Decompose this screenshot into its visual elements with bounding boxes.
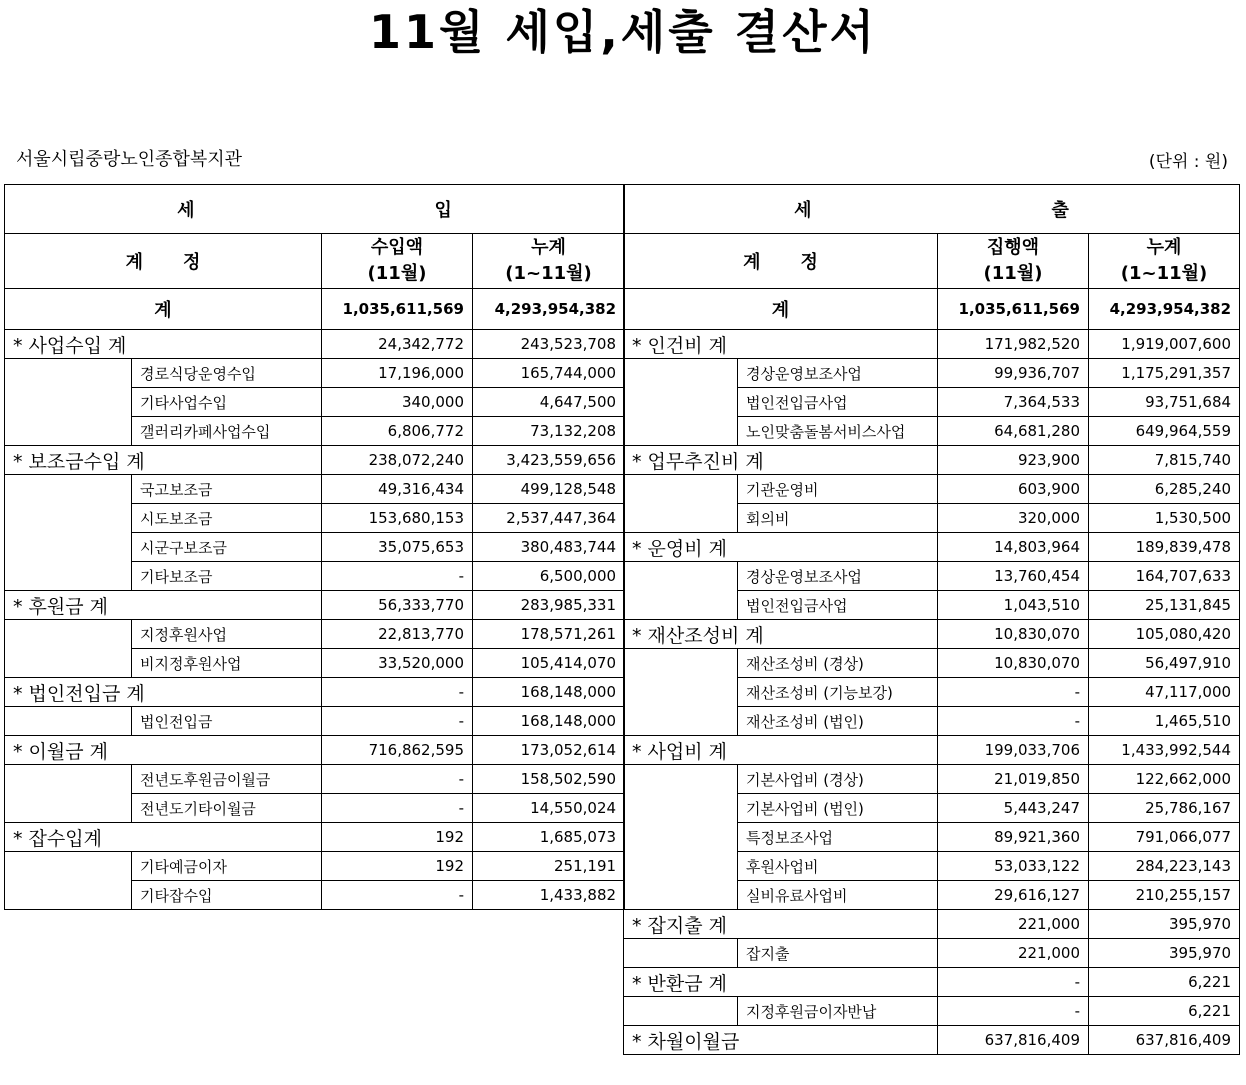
indent-cell bbox=[624, 475, 738, 504]
cumulative-column-header bbox=[1089, 234, 1240, 289]
group-row bbox=[624, 330, 1240, 359]
indent-cell bbox=[5, 852, 132, 881]
item-row bbox=[624, 852, 1240, 881]
item-month-value: 5,443,247 bbox=[938, 794, 1089, 823]
indent-cell bbox=[624, 765, 738, 794]
item-label: 기본사업비 (경상) bbox=[738, 765, 938, 794]
group-cumulative-value: 1,919,007,600 bbox=[1089, 330, 1240, 359]
group-month-value: - bbox=[322, 678, 473, 707]
item-row bbox=[624, 504, 1240, 533]
item-row bbox=[624, 707, 1240, 736]
item-month-value: 21,019,850 bbox=[938, 765, 1089, 794]
item-month-value: 153,680,153 bbox=[322, 504, 473, 533]
item-label: 기타잡수입 bbox=[132, 881, 322, 910]
group-cumulative-value: 637,816,409 bbox=[1089, 1026, 1240, 1055]
section-header bbox=[624, 185, 1240, 234]
indent-cell bbox=[5, 649, 132, 678]
group-label: * 법인전입금 계 bbox=[5, 678, 322, 707]
group-month-value: 56,333,770 bbox=[322, 591, 473, 620]
group-row bbox=[5, 823, 625, 852]
item-month-value: 53,033,122 bbox=[938, 852, 1089, 881]
item-row bbox=[5, 504, 625, 533]
item-row bbox=[5, 620, 625, 649]
item-row bbox=[5, 794, 625, 823]
group-cumulative-value: 168,148,000 bbox=[473, 678, 625, 707]
item-cumulative-value: 25,786,167 bbox=[1089, 794, 1240, 823]
item-cumulative-value: 1,433,882 bbox=[473, 881, 625, 910]
item-row bbox=[624, 591, 1240, 620]
item-row bbox=[624, 881, 1240, 910]
expense-table bbox=[623, 184, 1240, 1055]
item-cumulative-value: 73,132,208 bbox=[473, 417, 625, 446]
group-label: * 사업비 계 bbox=[624, 736, 938, 765]
group-month-value: 221,000 bbox=[938, 910, 1089, 939]
section-header-left: 세 bbox=[177, 200, 195, 221]
column-header-line: (11월) bbox=[367, 263, 427, 284]
item-row bbox=[5, 649, 625, 678]
indent-cell bbox=[5, 562, 132, 591]
item-row bbox=[624, 794, 1240, 823]
account-header-part: 계 bbox=[743, 252, 761, 273]
item-cumulative-value: 6,500,000 bbox=[473, 562, 625, 591]
group-cumulative-value: 283,985,331 bbox=[473, 591, 625, 620]
account-header-part: 계 bbox=[125, 252, 143, 273]
section-header-right: 입 bbox=[434, 200, 452, 221]
account-header-part: 정 bbox=[183, 252, 201, 273]
organization-name: 서울시립중랑노인종합복지관 bbox=[16, 149, 243, 170]
group-month-value: 923,900 bbox=[938, 446, 1089, 475]
group-month-value: 24,342,772 bbox=[322, 330, 473, 359]
item-month-value: - bbox=[938, 678, 1089, 707]
indent-cell bbox=[5, 388, 132, 417]
item-label: 지정후원사업 bbox=[132, 620, 322, 649]
item-month-value: 49,316,434 bbox=[322, 475, 473, 504]
group-label: * 후원금 계 bbox=[5, 591, 322, 620]
group-row bbox=[624, 620, 1240, 649]
item-row bbox=[624, 765, 1240, 794]
item-label: 법인전입금 bbox=[132, 707, 322, 736]
item-row bbox=[624, 562, 1240, 591]
item-row bbox=[624, 359, 1240, 388]
item-row bbox=[624, 939, 1240, 968]
group-label: * 이월금 계 bbox=[5, 736, 322, 765]
indent-cell bbox=[624, 852, 738, 881]
group-row bbox=[624, 1026, 1240, 1055]
item-month-value: 89,921,360 bbox=[938, 823, 1089, 852]
group-row bbox=[624, 736, 1240, 765]
item-month-value: 1,043,510 bbox=[938, 591, 1089, 620]
group-cumulative-value: 243,523,708 bbox=[473, 330, 625, 359]
indent-cell bbox=[5, 765, 132, 794]
indent-cell bbox=[5, 475, 132, 504]
item-label: 실비유료사업비 bbox=[738, 881, 938, 910]
item-label: 비지정후원사업 bbox=[132, 649, 322, 678]
item-month-value: 221,000 bbox=[938, 939, 1089, 968]
group-month-value: 199,033,706 bbox=[938, 736, 1089, 765]
item-cumulative-value: 649,964,559 bbox=[1089, 417, 1240, 446]
item-month-value: 6,806,772 bbox=[322, 417, 473, 446]
group-month-value: 14,803,964 bbox=[938, 533, 1089, 562]
item-label: 법인전입금사업 bbox=[738, 388, 938, 417]
group-row bbox=[5, 591, 625, 620]
group-cumulative-value: 1,433,992,544 bbox=[1089, 736, 1240, 765]
group-row bbox=[624, 968, 1240, 997]
item-label: 전년도기타이월금 bbox=[132, 794, 322, 823]
item-row bbox=[624, 475, 1240, 504]
item-cumulative-value: 158,502,590 bbox=[473, 765, 625, 794]
group-cumulative-value: 1,685,073 bbox=[473, 823, 625, 852]
group-cumulative-value: 105,080,420 bbox=[1089, 620, 1240, 649]
item-label: 재산조성비 (법인) bbox=[738, 707, 938, 736]
column-header-line: 누계 bbox=[1146, 237, 1182, 258]
item-cumulative-value: 210,255,157 bbox=[1089, 881, 1240, 910]
item-cumulative-value: 25,131,845 bbox=[1089, 591, 1240, 620]
item-row bbox=[5, 475, 625, 504]
group-label: * 잡지출 계 bbox=[624, 910, 938, 939]
cumulative-column-header bbox=[473, 234, 625, 289]
section-header-left: 세 bbox=[794, 200, 812, 221]
item-row bbox=[5, 765, 625, 794]
item-row bbox=[5, 707, 625, 736]
item-month-value: - bbox=[322, 562, 473, 591]
item-label: 국고보조금 bbox=[132, 475, 322, 504]
indent-cell bbox=[5, 794, 132, 823]
section-header-row bbox=[624, 185, 1240, 234]
item-month-value: 13,760,454 bbox=[938, 562, 1089, 591]
item-label: 경상운영보조사업 bbox=[738, 562, 938, 591]
group-month-value: 716,862,595 bbox=[322, 736, 473, 765]
group-cumulative-value: 189,839,478 bbox=[1089, 533, 1240, 562]
item-month-value: - bbox=[322, 765, 473, 794]
item-cumulative-value: 165,744,000 bbox=[473, 359, 625, 388]
item-label: 경로식당운영수입 bbox=[132, 359, 322, 388]
account-header-part: 정 bbox=[800, 252, 818, 273]
item-label: 노인맞춤돌봄서비스사업 bbox=[738, 417, 938, 446]
indent-cell bbox=[624, 649, 738, 678]
group-label: * 사업수입 계 bbox=[5, 330, 322, 359]
item-label: 재산조성비 (경상) bbox=[738, 649, 938, 678]
item-label: 회의비 bbox=[738, 504, 938, 533]
group-month-value: 192 bbox=[322, 823, 473, 852]
item-label: 갤러리카페사업수입 bbox=[132, 417, 322, 446]
month-column-header bbox=[322, 234, 473, 289]
item-month-value: 603,900 bbox=[938, 475, 1089, 504]
group-month-value: 171,982,520 bbox=[938, 330, 1089, 359]
item-row bbox=[5, 852, 625, 881]
item-label: 시도보조금 bbox=[132, 504, 322, 533]
indent-cell bbox=[624, 591, 738, 620]
group-label: * 재산조성비 계 bbox=[624, 620, 938, 649]
total-label: 계 bbox=[5, 289, 322, 330]
column-header-line: (1~11월) bbox=[1120, 263, 1208, 284]
item-row bbox=[624, 997, 1240, 1026]
total-cumulative-value: 4,293,954,382 bbox=[473, 289, 625, 330]
item-cumulative-value: 251,191 bbox=[473, 852, 625, 881]
group-row bbox=[5, 678, 625, 707]
item-row bbox=[624, 649, 1240, 678]
item-row bbox=[5, 533, 625, 562]
month-column-header bbox=[938, 234, 1089, 289]
group-row bbox=[5, 330, 625, 359]
item-label: 지정후원금이자반납 bbox=[738, 997, 938, 1026]
group-month-value: 238,072,240 bbox=[322, 446, 473, 475]
item-label: 잡지출 bbox=[738, 939, 938, 968]
item-label: 재산조성비 (기능보강) bbox=[738, 678, 938, 707]
item-label: 기관운영비 bbox=[738, 475, 938, 504]
indent-cell bbox=[5, 707, 132, 736]
total-row bbox=[5, 289, 625, 330]
indent-cell bbox=[624, 939, 738, 968]
group-label: * 업무추진비 계 bbox=[624, 446, 938, 475]
item-row bbox=[624, 388, 1240, 417]
item-month-value: 29,616,127 bbox=[938, 881, 1089, 910]
item-cumulative-value: 105,414,070 bbox=[473, 649, 625, 678]
column-header-line: (1~11월) bbox=[505, 263, 592, 284]
column-header-row bbox=[624, 234, 1240, 289]
item-month-value: - bbox=[322, 707, 473, 736]
indent-cell bbox=[5, 620, 132, 649]
item-month-value: - bbox=[938, 997, 1089, 1026]
indent-cell bbox=[5, 533, 132, 562]
group-label: * 인건비 계 bbox=[624, 330, 938, 359]
indent-cell bbox=[624, 562, 738, 591]
indent-cell bbox=[5, 359, 132, 388]
item-month-value: 320,000 bbox=[938, 504, 1089, 533]
item-label: 특정보조사업 bbox=[738, 823, 938, 852]
indent-cell bbox=[5, 417, 132, 446]
item-row bbox=[5, 562, 625, 591]
item-row bbox=[5, 881, 625, 910]
total-row bbox=[624, 289, 1240, 330]
indent-cell bbox=[624, 359, 738, 388]
total-month-value: 1,035,611,569 bbox=[322, 289, 473, 330]
total-cumulative-value: 4,293,954,382 bbox=[1089, 289, 1240, 330]
item-month-value: 7,364,533 bbox=[938, 388, 1089, 417]
indent-cell bbox=[624, 881, 738, 910]
group-row bbox=[5, 736, 625, 765]
group-label: * 보조금수입 계 bbox=[5, 446, 322, 475]
item-month-value: 22,813,770 bbox=[322, 620, 473, 649]
section-header-row bbox=[5, 185, 625, 234]
item-cumulative-value: 6,221 bbox=[1089, 997, 1240, 1026]
group-row bbox=[5, 446, 625, 475]
item-label: 경상운영보조사업 bbox=[738, 359, 938, 388]
column-header-line: 수입액 bbox=[370, 237, 424, 258]
indent-cell bbox=[624, 678, 738, 707]
group-month-value: 10,830,070 bbox=[938, 620, 1089, 649]
item-cumulative-value: 93,751,684 bbox=[1089, 388, 1240, 417]
item-cumulative-value: 122,662,000 bbox=[1089, 765, 1240, 794]
column-header-row bbox=[5, 234, 625, 289]
item-cumulative-value: 164,707,633 bbox=[1089, 562, 1240, 591]
column-header-line: 집행액 bbox=[986, 237, 1040, 258]
page-title: 11월 세입,세출 결산서 bbox=[368, 5, 877, 59]
indent-cell bbox=[624, 794, 738, 823]
item-cumulative-value: 47,117,000 bbox=[1089, 678, 1240, 707]
item-label: 기타예금이자 bbox=[132, 852, 322, 881]
indent-cell bbox=[624, 997, 738, 1026]
item-cumulative-value: 14,550,024 bbox=[473, 794, 625, 823]
item-cumulative-value: 1,530,500 bbox=[1089, 504, 1240, 533]
account-column-header bbox=[5, 234, 322, 289]
account-column-header bbox=[624, 234, 938, 289]
group-row bbox=[624, 910, 1240, 939]
item-month-value: 64,681,280 bbox=[938, 417, 1089, 446]
item-cumulative-value: 4,647,500 bbox=[473, 388, 625, 417]
group-row bbox=[624, 446, 1240, 475]
item-cumulative-value: 499,128,548 bbox=[473, 475, 625, 504]
revenue-table bbox=[4, 184, 625, 910]
item-label: 법인전입금사업 bbox=[738, 591, 938, 620]
group-label: * 잡수입계 bbox=[5, 823, 322, 852]
total-month-value: 1,035,611,569 bbox=[938, 289, 1089, 330]
item-cumulative-value: 6,285,240 bbox=[1089, 475, 1240, 504]
unit-label: (단위 : 원) bbox=[1148, 152, 1228, 172]
item-cumulative-value: 178,571,261 bbox=[473, 620, 625, 649]
column-header-line: (11월) bbox=[983, 263, 1043, 284]
indent-cell bbox=[624, 823, 738, 852]
item-month-value: 340,000 bbox=[322, 388, 473, 417]
item-row bbox=[5, 417, 625, 446]
indent-cell bbox=[624, 707, 738, 736]
item-cumulative-value: 1,465,510 bbox=[1089, 707, 1240, 736]
item-cumulative-value: 56,497,910 bbox=[1089, 649, 1240, 678]
group-cumulative-value: 173,052,614 bbox=[473, 736, 625, 765]
item-month-value: - bbox=[938, 707, 1089, 736]
group-cumulative-value: 3,423,559,656 bbox=[473, 446, 625, 475]
item-cumulative-value: 2,537,447,364 bbox=[473, 504, 625, 533]
item-cumulative-value: 791,066,077 bbox=[1089, 823, 1240, 852]
item-row bbox=[624, 678, 1240, 707]
item-month-value: 35,075,653 bbox=[322, 533, 473, 562]
group-cumulative-value: 6,221 bbox=[1089, 968, 1240, 997]
group-cumulative-value: 395,970 bbox=[1089, 910, 1240, 939]
item-month-value: 10,830,070 bbox=[938, 649, 1089, 678]
item-cumulative-value: 395,970 bbox=[1089, 939, 1240, 968]
indent-cell bbox=[624, 504, 738, 533]
group-month-value: - bbox=[938, 968, 1089, 997]
item-month-value: 192 bbox=[322, 852, 473, 881]
column-header-line: 누계 bbox=[531, 237, 566, 258]
group-label: * 운영비 계 bbox=[624, 533, 938, 562]
item-row bbox=[624, 823, 1240, 852]
group-label: * 반환금 계 bbox=[624, 968, 938, 997]
item-month-value: 33,520,000 bbox=[322, 649, 473, 678]
item-cumulative-value: 168,148,000 bbox=[473, 707, 625, 736]
group-month-value: 637,816,409 bbox=[938, 1026, 1089, 1055]
item-label: 전년도후원금이월금 bbox=[132, 765, 322, 794]
group-row bbox=[624, 533, 1240, 562]
item-cumulative-value: 284,223,143 bbox=[1089, 852, 1240, 881]
item-month-value: 17,196,000 bbox=[322, 359, 473, 388]
item-cumulative-value: 1,175,291,357 bbox=[1089, 359, 1240, 388]
indent-cell bbox=[624, 388, 738, 417]
item-cumulative-value: 380,483,744 bbox=[473, 533, 625, 562]
indent-cell bbox=[624, 417, 738, 446]
indent-cell bbox=[5, 881, 132, 910]
item-label: 시군구보조금 bbox=[132, 533, 322, 562]
item-label: 기타보조금 bbox=[132, 562, 322, 591]
group-cumulative-value: 7,815,740 bbox=[1089, 446, 1240, 475]
item-label: 후원사업비 bbox=[738, 852, 938, 881]
item-label: 기본사업비 (법인) bbox=[738, 794, 938, 823]
item-row bbox=[624, 417, 1240, 446]
indent-cell bbox=[5, 504, 132, 533]
item-month-value: 99,936,707 bbox=[938, 359, 1089, 388]
item-month-value: - bbox=[322, 794, 473, 823]
section-header bbox=[5, 185, 625, 234]
section-header-right: 출 bbox=[1051, 200, 1069, 221]
group-label: * 차월이월금 bbox=[624, 1026, 938, 1055]
total-label: 계 bbox=[624, 289, 938, 330]
item-label: 기타사업수입 bbox=[132, 388, 322, 417]
item-row bbox=[5, 359, 625, 388]
item-month-value: - bbox=[322, 881, 473, 910]
item-row bbox=[5, 388, 625, 417]
